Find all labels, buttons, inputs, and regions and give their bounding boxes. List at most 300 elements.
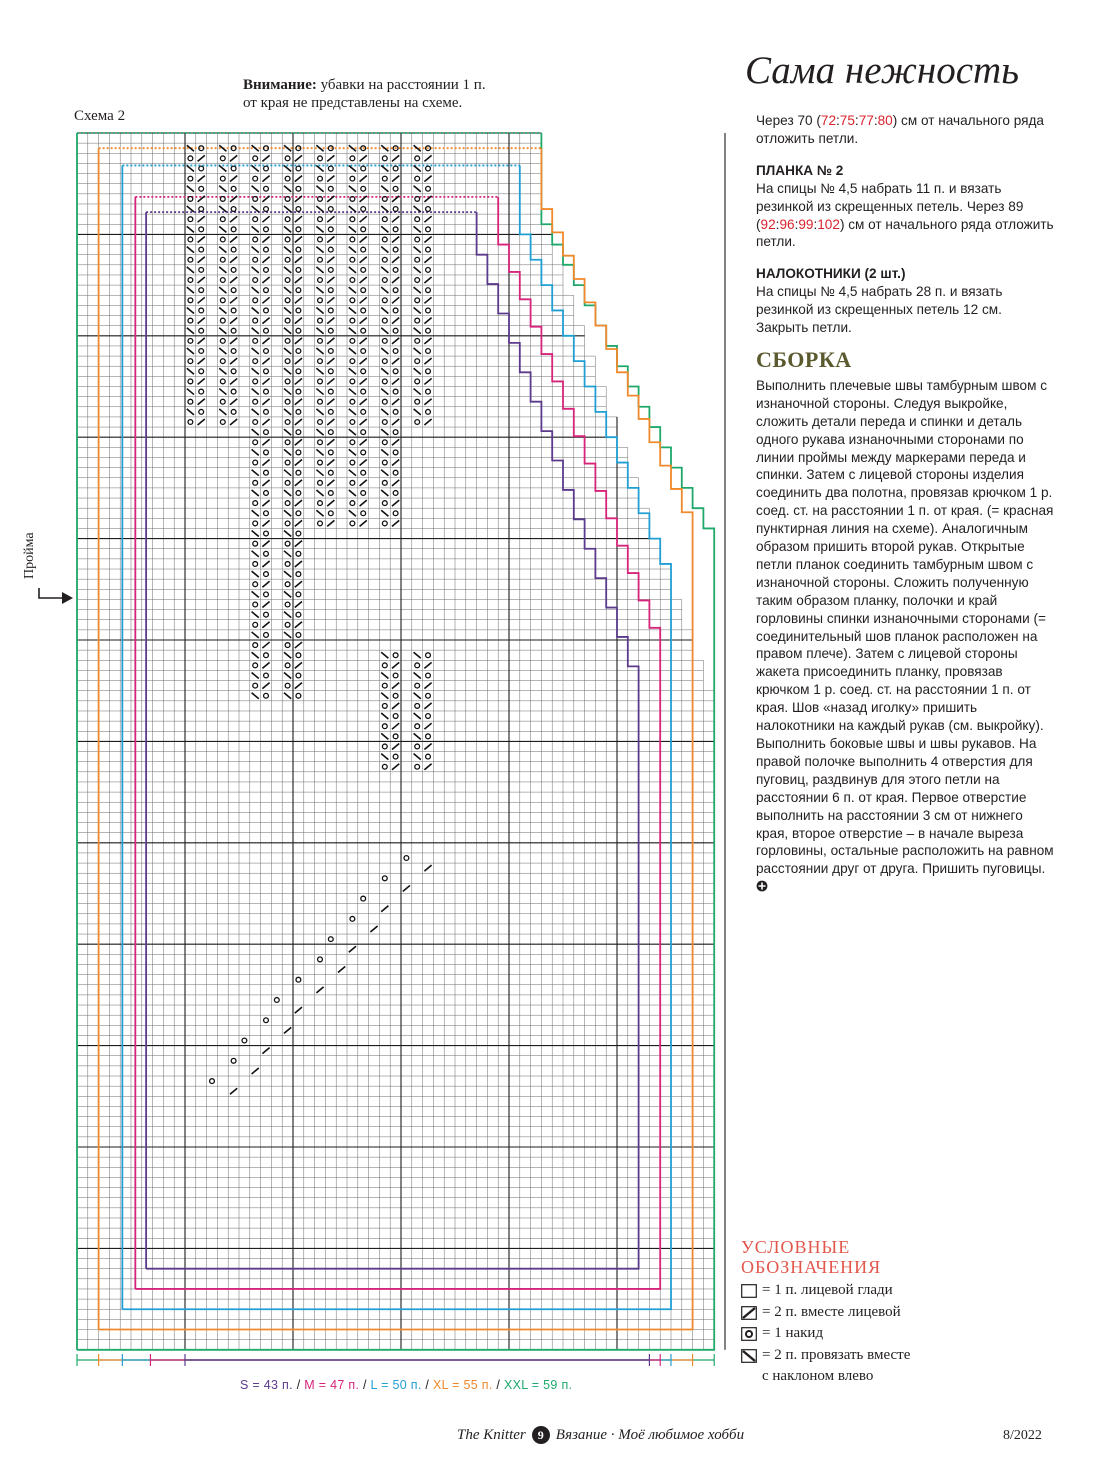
yarn-over-mark bbox=[318, 420, 323, 425]
yarn-over-mark bbox=[285, 237, 290, 242]
ssk-mark bbox=[187, 165, 194, 171]
yarn-over-mark bbox=[393, 166, 398, 171]
ssk-mark bbox=[252, 551, 259, 557]
yarn-over-mark bbox=[285, 440, 290, 445]
k2tog-mark bbox=[262, 622, 269, 628]
yarn-over-mark bbox=[264, 227, 269, 232]
ssk-mark bbox=[187, 226, 194, 232]
yarn-over-mark bbox=[382, 480, 387, 485]
yarn-over-mark bbox=[253, 420, 258, 425]
k2tog-mark bbox=[230, 399, 237, 405]
yarn-over-mark bbox=[426, 166, 431, 171]
yarn-over-mark bbox=[296, 693, 301, 698]
yarn-over-mark bbox=[296, 430, 301, 435]
yarn-over-mark bbox=[285, 217, 290, 222]
yarn-over-mark bbox=[415, 176, 420, 181]
yarn-over-mark bbox=[426, 288, 431, 293]
yarn-over-mark bbox=[318, 379, 323, 384]
k2tog-mark bbox=[424, 378, 431, 384]
ssk-mark bbox=[316, 206, 323, 212]
yarn-over-mark bbox=[328, 409, 333, 414]
yarn-over-mark bbox=[426, 693, 431, 698]
ssk-mark bbox=[414, 287, 421, 293]
yarn-over-mark bbox=[328, 166, 333, 171]
yarn-over-mark bbox=[296, 166, 301, 171]
yarn-over-mark bbox=[426, 349, 431, 354]
yarn-over-mark bbox=[382, 176, 387, 181]
yarn-over-mark bbox=[328, 937, 333, 942]
yarn-over-mark bbox=[350, 379, 355, 384]
k2tog-mark bbox=[295, 581, 302, 587]
yarn-over-mark bbox=[296, 511, 301, 516]
ssk-mark bbox=[381, 713, 388, 719]
yarn-over-mark bbox=[264, 612, 269, 617]
yarn-over-mark bbox=[382, 764, 387, 769]
k2tog-mark bbox=[424, 419, 431, 425]
k2tog-mark bbox=[327, 236, 334, 242]
k2tog-mark bbox=[360, 419, 367, 425]
yarn-over-mark bbox=[264, 470, 269, 475]
yarn-over-mark bbox=[285, 602, 290, 607]
ssk-mark bbox=[381, 754, 388, 760]
ssk-mark bbox=[381, 368, 388, 374]
ssk-mark bbox=[252, 693, 259, 699]
ssk-mark bbox=[219, 307, 226, 313]
k2tog-mark bbox=[295, 500, 302, 506]
yarn-over-mark bbox=[231, 166, 236, 171]
ssk-mark bbox=[381, 470, 388, 476]
yarn-over-mark bbox=[415, 338, 420, 343]
k2tog-mark bbox=[198, 297, 205, 303]
yarn-over-mark bbox=[382, 744, 387, 749]
yarn-over-mark bbox=[199, 166, 204, 171]
yarn-over-mark bbox=[328, 288, 333, 293]
k2tog-mark bbox=[327, 520, 334, 526]
yarn-over-mark bbox=[199, 247, 204, 252]
ssk-mark bbox=[414, 267, 421, 273]
yarn-over-mark bbox=[188, 197, 193, 202]
yarn-over-mark bbox=[199, 207, 204, 212]
ssk-mark bbox=[284, 672, 291, 678]
yarn-over-mark bbox=[361, 207, 366, 212]
yarn-over-mark bbox=[231, 267, 236, 272]
yarn-over-mark bbox=[285, 480, 290, 485]
yarn-over-mark bbox=[296, 227, 301, 232]
k2tog-mark bbox=[360, 399, 367, 405]
ssk-mark bbox=[414, 754, 421, 760]
ssk-mark bbox=[414, 206, 421, 212]
yarn-over-mark bbox=[296, 673, 301, 678]
yarn-over-mark bbox=[296, 633, 301, 638]
yarn-over-mark bbox=[393, 369, 398, 374]
k2tog-mark bbox=[230, 216, 237, 222]
ssk-mark bbox=[252, 531, 259, 537]
ssk-mark bbox=[414, 165, 421, 171]
k2tog-mark bbox=[424, 358, 431, 364]
yarn-over-mark bbox=[426, 734, 431, 739]
k2tog-mark bbox=[392, 460, 399, 466]
yarn-over-mark bbox=[426, 754, 431, 759]
ssk-mark bbox=[252, 165, 259, 171]
yarn-over-mark bbox=[253, 643, 258, 648]
yarn-over-mark bbox=[415, 683, 420, 688]
k2tog-mark bbox=[262, 480, 269, 486]
ssk-mark bbox=[284, 449, 291, 455]
k2tog-mark bbox=[295, 642, 302, 648]
ssk-icon bbox=[741, 1349, 757, 1363]
ssk-mark bbox=[252, 145, 259, 151]
yarn-over-mark bbox=[253, 379, 258, 384]
yarn-over-mark bbox=[361, 896, 366, 901]
yarn-over-mark bbox=[199, 288, 204, 293]
attention-text-2: от края не представлены на схеме. bbox=[243, 95, 463, 111]
yarn-over-mark bbox=[382, 156, 387, 161]
k2tog-mark bbox=[327, 480, 334, 486]
yarn-over-mark bbox=[426, 653, 431, 658]
yarn-over-mark bbox=[318, 399, 323, 404]
yarn-over-mark bbox=[382, 379, 387, 384]
k2tog-mark bbox=[424, 155, 431, 161]
k2tog-mark bbox=[198, 216, 205, 222]
ssk-mark bbox=[252, 429, 259, 435]
k2tog-mark bbox=[381, 906, 388, 912]
yarn-over-mark bbox=[328, 470, 333, 475]
yarn-over-mark bbox=[318, 957, 323, 962]
ssk-mark bbox=[414, 672, 421, 678]
yarn-over-mark bbox=[426, 247, 431, 252]
yarn-over-mark bbox=[382, 683, 387, 688]
k2tog-icon bbox=[741, 1306, 757, 1320]
yarn-over-mark bbox=[264, 349, 269, 354]
ssk-mark bbox=[219, 206, 226, 212]
ssk-mark bbox=[219, 165, 226, 171]
k2tog-mark bbox=[262, 460, 269, 466]
k2tog-mark bbox=[392, 764, 399, 770]
yarn-over-mark bbox=[361, 369, 366, 374]
k2tog-mark bbox=[198, 257, 205, 263]
k2tog-mark bbox=[198, 318, 205, 324]
yarn-over-mark bbox=[188, 257, 193, 262]
k2tog-mark bbox=[327, 399, 334, 405]
yarn-over-mark bbox=[415, 764, 420, 769]
yarn-over-mark bbox=[328, 369, 333, 374]
yarn-over-mark bbox=[253, 541, 258, 546]
yarn-over-mark bbox=[318, 217, 323, 222]
k2tog-mark bbox=[295, 399, 302, 405]
yarn-over-mark bbox=[264, 531, 269, 536]
k2tog-mark bbox=[230, 155, 237, 161]
scheme-label: Схема 2 bbox=[74, 108, 126, 124]
k2tog-mark bbox=[338, 967, 345, 973]
yarn-over-mark bbox=[382, 876, 387, 881]
k2tog-mark bbox=[392, 277, 399, 283]
ssk-mark bbox=[349, 165, 356, 171]
yarn-over-mark bbox=[382, 440, 387, 445]
yarn-over-mark bbox=[361, 491, 366, 496]
k2tog-mark bbox=[392, 662, 399, 668]
ssk-mark bbox=[252, 267, 259, 273]
ssk-mark bbox=[284, 186, 291, 192]
yarn-over-icon bbox=[741, 1327, 757, 1341]
ssk-mark bbox=[284, 328, 291, 334]
yarn-over-mark bbox=[285, 663, 290, 668]
yarn-over-mark bbox=[231, 227, 236, 232]
ssk-mark bbox=[316, 368, 323, 374]
ssk-mark bbox=[284, 510, 291, 516]
k2tog-mark bbox=[230, 196, 237, 202]
ssk-mark bbox=[187, 409, 194, 415]
k2tog-mark bbox=[392, 703, 399, 709]
yarn-over-mark bbox=[285, 501, 290, 506]
k2tog-mark bbox=[392, 520, 399, 526]
ssk-mark bbox=[252, 389, 259, 395]
yarn-over-mark bbox=[318, 501, 323, 506]
yarn-over-mark bbox=[382, 460, 387, 465]
k2tog-mark bbox=[262, 581, 269, 587]
yarn-over-mark bbox=[285, 420, 290, 425]
ssk-mark bbox=[414, 389, 421, 395]
yarn-over-mark bbox=[350, 359, 355, 364]
ssk-mark bbox=[252, 612, 259, 618]
ssk-mark bbox=[381, 267, 388, 273]
k2tog-mark bbox=[392, 683, 399, 689]
k2tog-mark bbox=[262, 541, 269, 547]
yarn-over-mark bbox=[285, 278, 290, 283]
k2tog-mark bbox=[360, 257, 367, 263]
yarn-over-mark bbox=[264, 328, 269, 333]
size-xl: XL = 55 п. bbox=[432, 1378, 493, 1392]
yarn-over-mark bbox=[264, 673, 269, 678]
yarn-over-mark bbox=[264, 633, 269, 638]
k2tog-mark bbox=[198, 419, 205, 425]
k2tog-mark bbox=[295, 460, 302, 466]
k2tog-mark bbox=[262, 176, 269, 182]
k2tog-mark bbox=[198, 358, 205, 364]
ssk-mark bbox=[187, 186, 194, 192]
ssk-mark bbox=[349, 247, 356, 253]
k2tog-mark bbox=[424, 703, 431, 709]
yarn-over-mark bbox=[382, 298, 387, 303]
ssk-mark bbox=[284, 307, 291, 313]
yarn-over-mark bbox=[296, 592, 301, 597]
k2tog-mark bbox=[360, 338, 367, 344]
k2tog-mark bbox=[424, 865, 431, 871]
legend-item-k2tog: = 2 п. вместе лицевой bbox=[741, 1302, 910, 1324]
yarn-over-mark bbox=[264, 693, 269, 698]
yarn-over-mark bbox=[285, 318, 290, 323]
ssk-mark bbox=[381, 429, 388, 435]
yarn-over-mark bbox=[415, 744, 420, 749]
yarn-over-mark bbox=[296, 186, 301, 191]
ssk-mark bbox=[381, 226, 388, 232]
k2tog-mark bbox=[392, 358, 399, 364]
ssk-mark bbox=[316, 348, 323, 354]
yarn-over-mark bbox=[199, 186, 204, 191]
yarn-over-mark bbox=[393, 288, 398, 293]
k2tog-mark bbox=[230, 358, 237, 364]
k2tog-mark bbox=[295, 439, 302, 445]
ssk-mark bbox=[252, 348, 259, 354]
yarn-over-mark bbox=[296, 328, 301, 333]
k2tog-mark bbox=[230, 297, 237, 303]
yarn-over-mark bbox=[199, 328, 204, 333]
ssk-mark bbox=[252, 247, 259, 253]
k2tog-mark bbox=[295, 480, 302, 486]
yarn-over-mark bbox=[361, 450, 366, 455]
yarn-over-mark bbox=[253, 460, 258, 465]
yarn-over-mark bbox=[328, 450, 333, 455]
ssk-mark bbox=[316, 267, 323, 273]
k2tog-mark bbox=[370, 926, 377, 932]
yarn-over-mark bbox=[253, 622, 258, 627]
ssk-mark bbox=[349, 226, 356, 232]
ssk-mark bbox=[316, 470, 323, 476]
yarn-over-mark bbox=[296, 308, 301, 313]
knit-stitch-icon bbox=[741, 1284, 757, 1298]
yarn-over-mark bbox=[285, 582, 290, 587]
yarn-over-mark bbox=[231, 288, 236, 293]
yarn-over-mark bbox=[253, 278, 258, 283]
yarn-over-mark bbox=[426, 389, 431, 394]
k2tog-mark bbox=[262, 419, 269, 425]
ssk-mark bbox=[316, 247, 323, 253]
ssk-mark bbox=[381, 672, 388, 678]
ssk-mark bbox=[349, 449, 356, 455]
yarn-over-mark bbox=[296, 531, 301, 536]
yarn-over-mark bbox=[253, 257, 258, 262]
yarn-over-mark bbox=[361, 247, 366, 252]
ssk-mark bbox=[252, 307, 259, 313]
yarn-over-mark bbox=[296, 267, 301, 272]
ssk-mark bbox=[284, 267, 291, 273]
k2tog-mark bbox=[252, 1068, 259, 1074]
ssk-mark bbox=[316, 429, 323, 435]
k2tog-mark bbox=[262, 439, 269, 445]
k2tog-mark bbox=[360, 500, 367, 506]
k2tog-mark bbox=[327, 318, 334, 324]
k2tog-mark bbox=[424, 338, 431, 344]
ssk-mark bbox=[252, 470, 259, 476]
band2-heading: ПЛАНКА № 2 bbox=[756, 162, 844, 178]
k2tog-mark bbox=[424, 399, 431, 405]
yarn-over-mark bbox=[318, 278, 323, 283]
ssk-mark bbox=[349, 186, 356, 192]
yarn-over-mark bbox=[253, 359, 258, 364]
yarn-over-mark bbox=[361, 470, 366, 475]
yarn-over-mark bbox=[426, 308, 431, 313]
k2tog-mark bbox=[262, 500, 269, 506]
ssk-mark bbox=[316, 287, 323, 293]
k2tog-mark bbox=[360, 297, 367, 303]
ssk-mark bbox=[381, 247, 388, 253]
yarn-over-mark bbox=[264, 207, 269, 212]
yarn-over-mark bbox=[253, 582, 258, 587]
ssk-mark bbox=[187, 368, 194, 374]
yarn-over-mark bbox=[350, 460, 355, 465]
k2tog-mark bbox=[295, 318, 302, 324]
yarn-over-mark bbox=[220, 338, 225, 343]
ssk-mark bbox=[316, 226, 323, 232]
yarn-over-mark bbox=[264, 1018, 269, 1023]
ssk-mark bbox=[252, 186, 259, 192]
yarn-over-mark bbox=[296, 207, 301, 212]
yarn-over-mark bbox=[415, 704, 420, 709]
yarn-over-mark bbox=[253, 399, 258, 404]
k2tog-mark bbox=[230, 277, 237, 283]
yarn-over-mark bbox=[253, 602, 258, 607]
k2tog-mark bbox=[349, 946, 356, 952]
ssk-mark bbox=[381, 165, 388, 171]
k2tog-mark bbox=[424, 723, 431, 729]
ssk-mark bbox=[349, 348, 356, 354]
legend-item-knit: = 1 п. лицевой глади bbox=[741, 1280, 910, 1302]
yarn-over-mark bbox=[328, 207, 333, 212]
ssk-mark bbox=[316, 409, 323, 415]
assembly-heading: СБОРКА bbox=[756, 346, 852, 372]
k2tog-mark bbox=[360, 460, 367, 466]
ssk-mark bbox=[284, 632, 291, 638]
yarn-over-mark bbox=[188, 338, 193, 343]
yarn-over-mark bbox=[382, 318, 387, 323]
yarn-over-mark bbox=[350, 916, 355, 921]
k2tog-mark bbox=[230, 176, 237, 182]
yarn-over-mark bbox=[426, 186, 431, 191]
ssk-mark bbox=[219, 186, 226, 192]
k2tog-mark bbox=[327, 500, 334, 506]
yarn-over-mark bbox=[393, 308, 398, 313]
ssk-mark bbox=[349, 490, 356, 496]
ssk-mark bbox=[284, 368, 291, 374]
yarn-over-mark bbox=[361, 227, 366, 232]
yarn-over-mark bbox=[285, 643, 290, 648]
yarn-over-mark bbox=[350, 399, 355, 404]
k2tog-mark bbox=[360, 277, 367, 283]
k2tog-mark bbox=[424, 236, 431, 242]
yarn-over-mark bbox=[361, 186, 366, 191]
yarn-over-mark bbox=[415, 278, 420, 283]
band2-text: На спицы № 4,5 набрать 11 п. и вязать резинкой из скрещенных петель. Через 89 (92:96:99:102) см от начального ряда отложить петли. bbox=[756, 180, 1054, 250]
yarn-over-mark bbox=[253, 480, 258, 485]
ssk-mark bbox=[284, 551, 291, 557]
k2tog-mark bbox=[262, 277, 269, 283]
ssk-mark bbox=[284, 490, 291, 496]
yarn-over-mark bbox=[393, 714, 398, 719]
k2tog-mark bbox=[392, 257, 399, 263]
k2tog-mark bbox=[403, 885, 410, 891]
yarn-over-mark bbox=[220, 237, 225, 242]
yarn-over-mark bbox=[296, 612, 301, 617]
k2tog-mark bbox=[295, 662, 302, 668]
yarn-over-mark bbox=[253, 156, 258, 161]
ssk-mark bbox=[381, 348, 388, 354]
ssk-mark bbox=[284, 247, 291, 253]
yarn-over-mark bbox=[296, 247, 301, 252]
yarn-over-mark bbox=[285, 156, 290, 161]
yarn-over-mark bbox=[296, 288, 301, 293]
k2tog-mark bbox=[262, 378, 269, 384]
legend-item-ssk: = 2 п. провязать вместе с наклоном влево bbox=[741, 1345, 910, 1388]
yarn-over-mark bbox=[350, 156, 355, 161]
k2tog-mark bbox=[262, 1048, 269, 1054]
yarn-over-mark bbox=[415, 298, 420, 303]
yarn-over-mark bbox=[318, 359, 323, 364]
yarn-over-mark bbox=[264, 430, 269, 435]
yarn-over-mark bbox=[361, 288, 366, 293]
yarn-over-mark bbox=[296, 491, 301, 496]
yarn-over-mark bbox=[415, 359, 420, 364]
yarn-over-mark bbox=[318, 176, 323, 181]
yarn-over-mark bbox=[253, 197, 258, 202]
